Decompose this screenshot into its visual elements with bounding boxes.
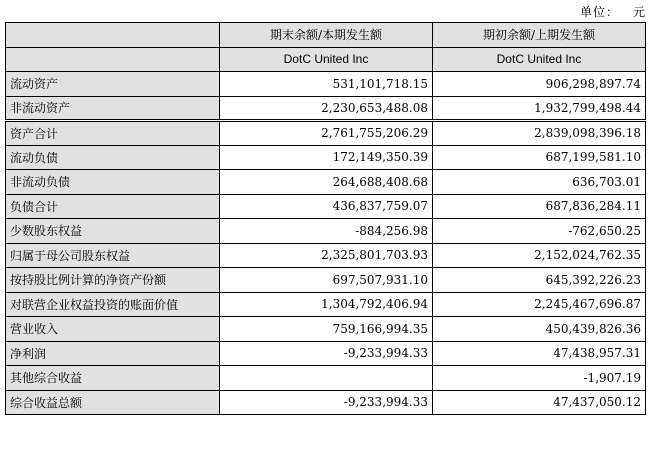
row-label: 非流动资产 (6, 96, 220, 121)
header-corner-cell (6, 23, 220, 48)
header-corner-cell-2 (6, 47, 220, 72)
row-label: 资产合计 (6, 121, 220, 146)
row-current-value: 759,166,994.35 (220, 317, 433, 342)
row-current-value: 2,325,801,703.93 (220, 243, 433, 268)
row-prior-value: 2,152,024,762.35 (433, 243, 646, 268)
row-prior-value: 636,703.01 (433, 170, 646, 195)
row-prior-value: -1,907.19 (433, 366, 646, 391)
header-period-begin: 期初余额/上期发生额 (433, 23, 646, 48)
row-prior-value: 687,199,581.10 (433, 145, 646, 170)
row-prior-value: 1,932,799,498.44 (433, 96, 646, 121)
row-prior-value: -762,650.25 (433, 219, 646, 244)
row-current-value: 264,688,408.68 (220, 170, 433, 195)
row-prior-value: 47,437,050.12 (433, 390, 646, 415)
row-prior-value: 645,392,226.23 (433, 268, 646, 293)
table-row (6, 268, 646, 293)
header-period-end: 期末余额/本期发生额 (220, 23, 433, 48)
row-label: 营业收入 (6, 317, 220, 342)
row-label: 其他综合收益 (6, 366, 220, 391)
table-row (6, 341, 646, 366)
row-label: 负债合计 (6, 194, 220, 219)
row-prior-value: 906,298,897.74 (433, 72, 646, 97)
table-row (6, 366, 646, 391)
row-prior-value: 47,438,957.31 (433, 341, 646, 366)
header-row-entity (6, 47, 646, 72)
row-label: 非流动负债 (6, 170, 220, 195)
financial-summary-table (5, 22, 646, 415)
row-current-value: 2,230,653,488.08 (220, 96, 433, 121)
header-entity-b: DotC United Inc (433, 47, 646, 72)
table-row (6, 292, 646, 317)
row-label: 流动负债 (6, 145, 220, 170)
table-row (6, 317, 646, 342)
unit-note (580, 3, 646, 20)
row-label: 综合收益总额 (6, 390, 220, 415)
row-current-value: -884,256.98 (220, 219, 433, 244)
row-current-value: 531,101,718.15 (220, 72, 433, 97)
header-entity-a: DotC United Inc (220, 47, 433, 72)
row-current-value (220, 366, 433, 391)
row-current-value: -9,233,994.33 (220, 341, 433, 366)
row-label: 净利润 (6, 341, 220, 366)
table-row (6, 96, 646, 121)
table-row (6, 243, 646, 268)
row-prior-value: 2,245,467,696.87 (433, 292, 646, 317)
table-row (6, 194, 646, 219)
row-prior-value: 2,839,098,396.18 (433, 121, 646, 146)
row-label: 按持股比例计算的净资产份额 (6, 268, 220, 293)
row-prior-value: 687,836,284.11 (433, 194, 646, 219)
row-label: 少数股东权益 (6, 219, 220, 244)
header-row-period (6, 23, 646, 48)
row-label: 对联营企业权益投资的账面价值 (6, 292, 220, 317)
row-current-value: 697,507,931.10 (220, 268, 433, 293)
row-current-value: 1,304,792,406.94 (220, 292, 433, 317)
row-label: 流动资产 (6, 72, 220, 97)
row-prior-value: 450,439,826.36 (433, 317, 646, 342)
table-row (6, 121, 646, 146)
row-current-value: -9,233,994.33 (220, 390, 433, 415)
table-row (6, 72, 646, 97)
unit-label: 单位： (579, 5, 619, 19)
table-row (6, 170, 646, 195)
row-current-value: 436,837,759.07 (220, 194, 433, 219)
table-row (6, 219, 646, 244)
table-row (6, 145, 646, 170)
row-label: 归属于母公司股东权益 (6, 243, 220, 268)
unit-value: 元 (632, 5, 646, 19)
row-current-value: 2,761,755,206.29 (220, 121, 433, 146)
table-row (6, 390, 646, 415)
row-current-value: 172,149,350.39 (220, 145, 433, 170)
